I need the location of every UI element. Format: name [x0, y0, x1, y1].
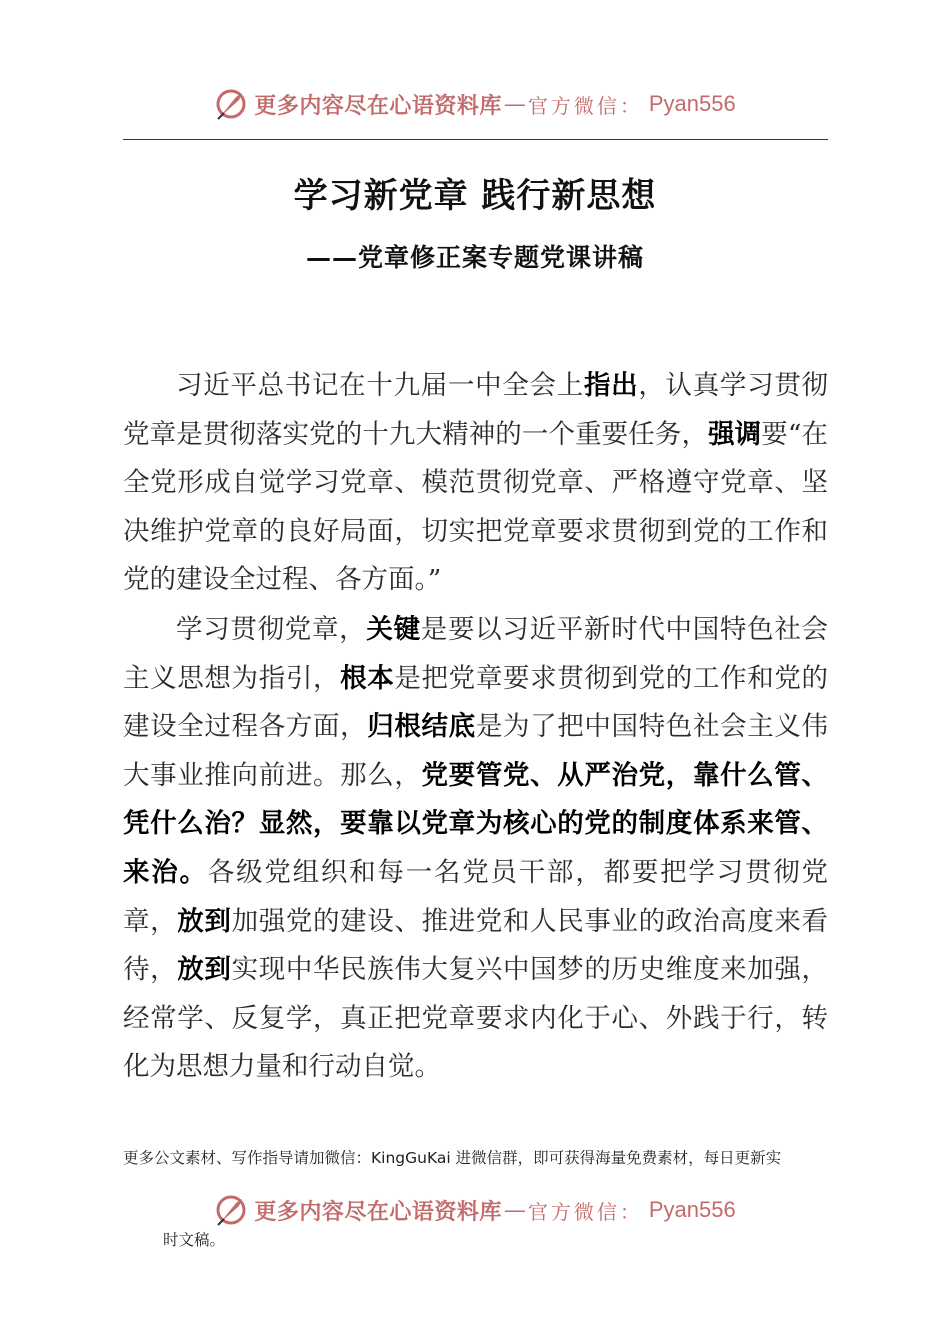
- header-divider: [123, 139, 828, 140]
- logo-dash: —: [503, 91, 526, 117]
- logo-text: 更多内容尽在心语资料库: [254, 92, 502, 119]
- quill-logo-icon: [214, 1193, 248, 1227]
- paragraph-1: 习近平总书记在十九届一中全会上指出，认真学习贯彻党章是贯彻落实党的十九大精神的一个重要任务，强调要“在全党形成自觉学习党章、模范贯彻党章、严格遵守党章、坚决维护党章的良好局面，切实把党章要求贯彻到党的工作和党的建设全过程、各方面。”: [123, 370, 829, 596]
- footer-note: 更多公文素材、写作指导请加微信：KingGuKai 进微信群，即可获得海量免费素材，每日更新实: [123, 1149, 782, 1167]
- logo-text: 更多内容尽在心语资料库: [254, 1198, 502, 1225]
- page-subtitle: ——党章修正案专题党课讲稿: [305, 243, 644, 272]
- page-title: 学习新党章 践行新思想: [293, 176, 657, 216]
- logo-id: Pyan556: [648, 1197, 736, 1222]
- paragraph-2: 学习贯彻党章，关键是要以习近平新时代中国特色社会主义思想为指引，根本是把党章要求贯彻到党的工作和党的建设全过程各方面，归根结底是为了把中国特色社会主义伟大事业推向前进。那么，党要管党、从严治党，靠什么管、凭什么治？显然，要靠以党章为核心的党的制度体系来管、来治。各级党组织和每一名党员干部，都要把学习贯彻党章，放到加强党的建设、推进党和人民事业的政治高度来看待，放到实现中华民族伟大复兴中国梦的历史维度来加强，经常学、反复学，真正把党章要求内化于心、外践于行，转化为思想力量和行动自觉。: [123, 614, 829, 1083]
- footer-logo: [0, 1190, 950, 1230]
- header-logo: [0, 84, 950, 124]
- logo-id: Pyan556: [648, 91, 736, 116]
- logo-sub: 官方微信：: [527, 93, 643, 118]
- logo-sub: 官方微信：: [527, 1199, 643, 1224]
- footer-note-tail: 时文稿。: [163, 1231, 226, 1249]
- logo-dash: —: [503, 1197, 526, 1223]
- quill-logo-icon: [214, 87, 248, 121]
